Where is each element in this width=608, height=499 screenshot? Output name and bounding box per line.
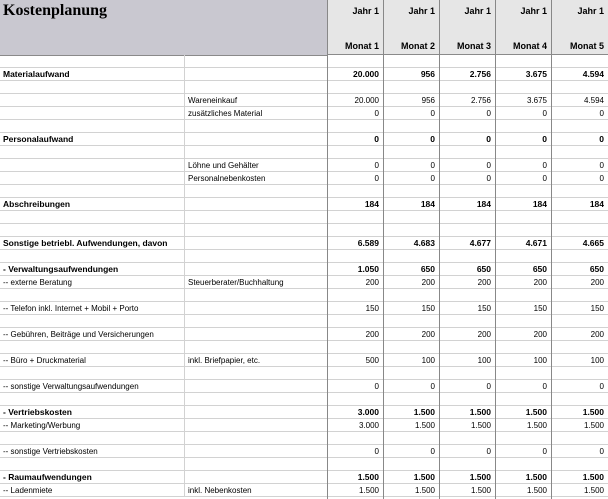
row-label-cell[interactable]: Materialaufwand	[0, 68, 184, 81]
table-row	[0, 406, 608, 419]
table-row	[0, 458, 608, 471]
value-cell-month-5[interactable]: 0	[551, 159, 608, 172]
table-row	[0, 224, 608, 237]
row-label-cell[interactable]	[0, 250, 184, 263]
value-cell-month-1[interactable]: 3.000	[327, 419, 383, 432]
value-cell-month-5[interactable]	[551, 250, 608, 263]
row-label-cell[interactable]	[0, 120, 184, 133]
value-cell-month-4[interactable]	[495, 81, 551, 94]
value-cell-month-2[interactable]	[383, 367, 439, 380]
value-cell-month-2[interactable]: 0	[383, 107, 439, 120]
value-cell-month-3[interactable]: 200	[439, 328, 495, 341]
value-cell-month-5[interactable]: 1.500	[551, 406, 608, 419]
value-cell-month-4[interactable]: 150	[495, 302, 551, 315]
table-row	[0, 81, 608, 94]
table-row	[0, 107, 608, 120]
value-cell-month-5[interactable]	[551, 185, 608, 198]
value-cell-month-4[interactable]: 0	[495, 172, 551, 185]
value-cell-month-1[interactable]: 0	[327, 159, 383, 172]
value-cell-month-2[interactable]	[383, 341, 439, 354]
row-label-cell[interactable]	[0, 367, 184, 380]
table-row	[0, 185, 608, 198]
value-cell-month-5[interactable]	[551, 458, 608, 471]
column-month-label: Monat 4	[512, 41, 547, 51]
value-cell-month-4[interactable]: 100	[495, 354, 551, 367]
value-cell-month-1[interactable]	[327, 211, 383, 224]
column-header-5[interactable]	[551, 0, 608, 55]
row-label-cell[interactable]: -- Ladenmiete	[0, 484, 184, 497]
table-row	[0, 484, 608, 497]
value-cell-month-5[interactable]: 200	[551, 328, 608, 341]
value-cell-month-5[interactable]	[551, 81, 608, 94]
value-cell-month-4[interactable]: 1.500	[495, 484, 551, 497]
row-detail-cell[interactable]: Steuerberater/Buchhaltung	[184, 276, 327, 289]
table-row	[0, 120, 608, 133]
value-cell-month-4[interactable]	[495, 55, 551, 68]
value-cell-month-3[interactable]: 0	[439, 445, 495, 458]
value-cell-month-2[interactable]: 150	[383, 302, 439, 315]
value-cell-month-4[interactable]: 0	[495, 133, 551, 146]
table-row	[0, 367, 608, 380]
row-label-cell[interactable]	[0, 224, 184, 237]
column-month-label: Monat 2	[400, 41, 435, 51]
value-cell-month-2[interactable]	[383, 55, 439, 68]
value-cell-month-3[interactable]: 150	[439, 302, 495, 315]
row-detail-cell[interactable]: Löhne und Gehälter	[184, 159, 327, 172]
value-cell-month-2[interactable]	[383, 458, 439, 471]
row-detail-cell[interactable]	[184, 289, 327, 302]
row-label-cell[interactable]: - Raumaufwendungen	[0, 471, 184, 484]
value-cell-month-1[interactable]: 200	[327, 328, 383, 341]
value-cell-month-4[interactable]	[495, 185, 551, 198]
row-detail-cell[interactable]: inkl. Briefpapier, etc.	[184, 354, 327, 367]
value-cell-month-1[interactable]	[327, 120, 383, 133]
value-cell-month-2[interactable]: 956	[383, 68, 439, 81]
value-cell-month-1[interactable]	[327, 146, 383, 159]
table-row	[0, 354, 608, 367]
value-cell-month-5[interactable]	[551, 341, 608, 354]
value-cell-month-3[interactable]: 2.756	[439, 94, 495, 107]
table-row	[0, 393, 608, 406]
table-row	[0, 159, 608, 172]
value-cell-month-4[interactable]	[495, 432, 551, 445]
table-row	[0, 302, 608, 315]
table-row	[0, 328, 608, 341]
value-cell-month-5[interactable]: 0	[551, 172, 608, 185]
value-cell-month-4[interactable]: 1.500	[495, 419, 551, 432]
value-cell-month-4[interactable]: 0	[495, 445, 551, 458]
value-cell-month-4[interactable]: 0	[495, 107, 551, 120]
value-cell-month-4[interactable]	[495, 146, 551, 159]
value-cell-month-2[interactable]: 1.500	[383, 419, 439, 432]
value-cell-month-4[interactable]	[495, 367, 551, 380]
value-cell-month-5[interactable]	[551, 120, 608, 133]
value-cell-month-1[interactable]	[327, 393, 383, 406]
column-divider	[327, 0, 328, 499]
value-cell-month-1[interactable]: 20.000	[327, 68, 383, 81]
value-cell-month-3[interactable]: 0	[439, 107, 495, 120]
value-cell-month-2[interactable]: 0	[383, 445, 439, 458]
value-cell-month-1[interactable]	[327, 458, 383, 471]
row-detail-cell[interactable]	[184, 458, 327, 471]
row-detail-cell[interactable]	[184, 133, 327, 146]
value-cell-month-2[interactable]	[383, 120, 439, 133]
value-cell-month-4[interactable]	[495, 393, 551, 406]
table-row	[0, 211, 608, 224]
table-row	[0, 94, 608, 107]
value-cell-month-4[interactable]: 0	[495, 159, 551, 172]
value-cell-month-5[interactable]: 4.594	[551, 94, 608, 107]
value-cell-month-5[interactable]: 0	[551, 445, 608, 458]
row-detail-cell[interactable]	[184, 55, 327, 68]
row-detail-cell[interactable]	[184, 250, 327, 263]
table-row	[0, 68, 608, 81]
value-cell-month-3[interactable]	[439, 146, 495, 159]
value-cell-month-5[interactable]: 4.665	[551, 237, 608, 250]
table-row	[0, 237, 608, 250]
value-cell-month-3[interactable]	[439, 185, 495, 198]
column-divider	[383, 0, 384, 499]
row-detail-cell[interactable]	[184, 471, 327, 484]
value-cell-month-3[interactable]: 0	[439, 172, 495, 185]
row-label-cell[interactable]: -- Marketing/Werbung	[0, 419, 184, 432]
value-cell-month-2[interactable]: 200	[383, 328, 439, 341]
value-cell-month-5[interactable]: 0	[551, 380, 608, 393]
value-cell-month-1[interactable]: 200	[327, 276, 383, 289]
row-label-cell[interactable]: -- sonstige Vertriebskosten	[0, 445, 184, 458]
value-cell-month-5[interactable]	[551, 432, 608, 445]
value-cell-month-2[interactable]: 200	[383, 276, 439, 289]
value-cell-month-4[interactable]: 200	[495, 328, 551, 341]
value-cell-month-4[interactable]: 4.671	[495, 237, 551, 250]
value-cell-month-3[interactable]	[439, 81, 495, 94]
column-header-3[interactable]	[439, 0, 495, 55]
row-detail-cell[interactable]	[184, 185, 327, 198]
value-cell-month-2[interactable]	[383, 211, 439, 224]
value-cell-month-4[interactable]	[495, 341, 551, 354]
row-label-cell[interactable]	[0, 159, 184, 172]
value-cell-month-4[interactable]	[495, 211, 551, 224]
value-cell-month-3[interactable]	[439, 250, 495, 263]
value-cell-month-3[interactable]: 1.500	[439, 419, 495, 432]
value-cell-month-3[interactable]: 1.500	[439, 471, 495, 484]
value-cell-month-1[interactable]: 0	[327, 172, 383, 185]
column-divider	[551, 0, 552, 499]
row-label-cell[interactable]	[0, 94, 184, 107]
value-cell-month-5[interactable]	[551, 55, 608, 68]
row-label-cell[interactable]	[0, 458, 184, 471]
value-cell-month-2[interactable]	[383, 224, 439, 237]
value-cell-month-3[interactable]: 100	[439, 354, 495, 367]
row-detail-cell[interactable]: Personalnebenkosten	[184, 172, 327, 185]
value-cell-month-2[interactable]: 1.500	[383, 471, 439, 484]
value-cell-month-4[interactable]	[495, 315, 551, 328]
row-detail-cell[interactable]	[184, 263, 327, 276]
value-cell-month-1[interactable]: 0	[327, 107, 383, 120]
row-label-cell[interactable]: Abschreibungen	[0, 198, 184, 211]
column-year-label: Jahr 1	[464, 6, 491, 16]
row-detail-cell[interactable]	[184, 120, 327, 133]
row-label-cell[interactable]	[0, 341, 184, 354]
value-cell-month-3[interactable]: 200	[439, 276, 495, 289]
row-detail-cell[interactable]	[184, 81, 327, 94]
value-cell-month-4[interactable]: 3.675	[495, 94, 551, 107]
column-divider	[495, 0, 496, 499]
table-row	[0, 419, 608, 432]
value-cell-month-1[interactable]	[327, 224, 383, 237]
value-cell-month-3[interactable]	[439, 224, 495, 237]
value-cell-month-5[interactable]: 1.500	[551, 471, 608, 484]
value-cell-month-4[interactable]	[495, 224, 551, 237]
value-cell-month-5[interactable]	[551, 315, 608, 328]
column-divider	[439, 0, 440, 499]
row-label-cell[interactable]: Sonstige betriebl. Aufwendungen, davon	[0, 237, 184, 250]
table-row	[0, 289, 608, 302]
table-row	[0, 341, 608, 354]
row-detail-cell[interactable]	[184, 432, 327, 445]
value-cell-month-1[interactable]	[327, 367, 383, 380]
row-detail-cell[interactable]	[184, 393, 327, 406]
value-cell-month-3[interactable]	[439, 393, 495, 406]
value-cell-month-2[interactable]	[383, 81, 439, 94]
row-detail-cell[interactable]	[184, 146, 327, 159]
value-cell-month-2[interactable]	[383, 393, 439, 406]
value-cell-month-2[interactable]	[383, 146, 439, 159]
row-label-cell[interactable]	[0, 185, 184, 198]
row-label-cell[interactable]	[0, 172, 184, 185]
row-detail-cell[interactable]: zusätzliches Material	[184, 107, 327, 120]
value-cell-month-5[interactable]: 100	[551, 354, 608, 367]
value-cell-month-5[interactable]: 184	[551, 198, 608, 211]
value-cell-month-1[interactable]: 1.500	[327, 484, 383, 497]
row-label-cell[interactable]	[0, 393, 184, 406]
value-cell-month-5[interactable]: 1.500	[551, 484, 608, 497]
table-row	[0, 432, 608, 445]
value-cell-month-3[interactable]: 0	[439, 133, 495, 146]
column-month-label: Monat 3	[456, 41, 491, 51]
value-cell-month-2[interactable]: 0	[383, 159, 439, 172]
row-label-cell[interactable]	[0, 289, 184, 302]
table-row	[0, 172, 608, 185]
value-cell-month-2[interactable]: 1.500	[383, 406, 439, 419]
value-cell-month-5[interactable]	[551, 211, 608, 224]
value-cell-month-2[interactable]	[383, 289, 439, 302]
value-cell-month-1[interactable]: 0	[327, 380, 383, 393]
row-detail-cell[interactable]	[184, 198, 327, 211]
row-detail-cell[interactable]	[184, 419, 327, 432]
row-detail-cell[interactable]	[184, 237, 327, 250]
value-cell-month-5[interactable]: 1.500	[551, 419, 608, 432]
table-row	[0, 198, 608, 211]
table-row	[0, 250, 608, 263]
value-cell-month-4[interactable]	[495, 289, 551, 302]
column-year-label: Jahr 1	[520, 6, 547, 16]
row-label-cell[interactable]: Personalaufwand	[0, 133, 184, 146]
row-label-cell[interactable]: -- Büro + Druckmaterial	[0, 354, 184, 367]
row-detail-cell[interactable]	[184, 68, 327, 81]
value-cell-month-4[interactable]: 184	[495, 198, 551, 211]
row-label-cell[interactable]	[0, 211, 184, 224]
table-row	[0, 55, 608, 68]
row-label-cell[interactable]: -- Telefon inkl. Internet + Mobil + Porto	[0, 302, 184, 315]
value-cell-month-5[interactable]	[551, 224, 608, 237]
value-cell-month-1[interactable]: 3.000	[327, 406, 383, 419]
value-cell-month-1[interactable]	[327, 250, 383, 263]
value-cell-month-4[interactable]: 1.500	[495, 471, 551, 484]
value-cell-month-2[interactable]	[383, 432, 439, 445]
table-row	[0, 133, 608, 146]
table-row	[0, 445, 608, 458]
row-detail-cell[interactable]	[184, 302, 327, 315]
row-detail-cell[interactable]: inkl. Nebenkosten	[184, 484, 327, 497]
value-cell-month-2[interactable]: 1.500	[383, 484, 439, 497]
value-cell-month-1[interactable]: 1.500	[327, 471, 383, 484]
column-year-label: Jahr 1	[577, 6, 604, 16]
row-detail-cell[interactable]	[184, 315, 327, 328]
value-cell-month-3[interactable]: 1.500	[439, 406, 495, 419]
row-label-cell[interactable]: - Verwaltungsaufwendungen	[0, 263, 184, 276]
value-cell-month-2[interactable]	[383, 315, 439, 328]
value-cell-month-1[interactable]: 184	[327, 198, 383, 211]
value-cell-month-1[interactable]	[327, 81, 383, 94]
value-cell-month-1[interactable]	[327, 55, 383, 68]
value-cell-month-3[interactable]: 4.677	[439, 237, 495, 250]
value-cell-month-3[interactable]	[439, 55, 495, 68]
value-cell-month-3[interactable]	[439, 289, 495, 302]
value-cell-month-4[interactable]: 0	[495, 380, 551, 393]
row-detail-cell[interactable]	[184, 211, 327, 224]
value-cell-month-1[interactable]: 150	[327, 302, 383, 315]
table-row	[0, 263, 608, 276]
value-cell-month-2[interactable]: 0	[383, 380, 439, 393]
value-cell-month-3[interactable]	[439, 120, 495, 133]
row-label-cell[interactable]	[0, 432, 184, 445]
value-cell-month-2[interactable]	[383, 250, 439, 263]
row-label-cell[interactable]: -- sonstige Verwaltungsaufwendungen	[0, 380, 184, 393]
value-cell-month-2[interactable]: 956	[383, 94, 439, 107]
row-detail-cell[interactable]	[184, 380, 327, 393]
table-row	[0, 380, 608, 393]
value-cell-month-1[interactable]	[327, 432, 383, 445]
value-cell-month-2[interactable]: 100	[383, 354, 439, 367]
row-label-cell[interactable]	[0, 315, 184, 328]
value-cell-month-3[interactable]: 184	[439, 198, 495, 211]
row-detail-cell[interactable]: Wareneinkauf	[184, 94, 327, 107]
value-cell-month-5[interactable]: 200	[551, 276, 608, 289]
value-cell-month-1[interactable]: 1.050	[327, 263, 383, 276]
value-cell-month-3[interactable]: 0	[439, 159, 495, 172]
row-label-cell[interactable]: -- externe Beratung	[0, 276, 184, 289]
value-cell-month-5[interactable]	[551, 393, 608, 406]
row-label-cell[interactable]	[0, 107, 184, 120]
column-header-4[interactable]	[495, 0, 551, 55]
value-cell-month-5[interactable]	[551, 367, 608, 380]
row-label-cell[interactable]: -- Gebühren, Beiträge und Versicherungen	[0, 328, 184, 341]
row-detail-cell[interactable]	[184, 224, 327, 237]
value-cell-month-4[interactable]	[495, 458, 551, 471]
value-cell-month-4[interactable]	[495, 250, 551, 263]
value-cell-month-5[interactable]: 4.594	[551, 68, 608, 81]
value-cell-month-1[interactable]: 500	[327, 354, 383, 367]
column-header-2[interactable]	[383, 0, 439, 55]
value-cell-month-3[interactable]: 0	[439, 380, 495, 393]
value-cell-month-2[interactable]: 650	[383, 263, 439, 276]
column-month-label: Monat 1	[344, 41, 379, 51]
value-cell-month-3[interactable]	[439, 432, 495, 445]
value-cell-month-5[interactable]: 0	[551, 107, 608, 120]
value-cell-month-4[interactable]: 1.500	[495, 406, 551, 419]
row-label-cell[interactable]	[0, 146, 184, 159]
table-row	[0, 146, 608, 159]
value-cell-month-2[interactable]	[383, 185, 439, 198]
table-row	[0, 276, 608, 289]
row-detail-cell[interactable]	[184, 445, 327, 458]
table-row	[0, 315, 608, 328]
value-cell-month-3[interactable]	[439, 367, 495, 380]
value-cell-month-1[interactable]	[327, 315, 383, 328]
row-detail-cell[interactable]	[184, 341, 327, 354]
value-cell-month-5[interactable]: 0	[551, 133, 608, 146]
column-month-label: Monat 5	[569, 41, 604, 51]
row-label-cell[interactable]	[0, 81, 184, 94]
title-cell[interactable]	[0, 0, 327, 56]
value-cell-month-1[interactable]	[327, 289, 383, 302]
value-cell-month-1[interactable]: 20.000	[327, 94, 383, 107]
row-label-cell[interactable]: - Vertriebskosten	[0, 406, 184, 419]
value-cell-month-2[interactable]: 4.683	[383, 237, 439, 250]
row-detail-cell[interactable]	[184, 328, 327, 341]
value-cell-month-2[interactable]: 184	[383, 198, 439, 211]
value-cell-month-5[interactable]	[551, 146, 608, 159]
column-header-1[interactable]	[327, 0, 383, 55]
value-cell-month-2[interactable]: 0	[383, 172, 439, 185]
row-label-cell[interactable]	[0, 55, 184, 68]
value-cell-month-2[interactable]: 0	[383, 133, 439, 146]
value-cell-month-1[interactable]	[327, 185, 383, 198]
value-cell-month-4[interactable]: 200	[495, 276, 551, 289]
column-year-label: Jahr 1	[352, 6, 379, 16]
value-cell-month-1[interactable]: 0	[327, 445, 383, 458]
value-cell-month-3[interactable]	[439, 315, 495, 328]
value-cell-month-3[interactable]	[439, 458, 495, 471]
value-cell-month-5[interactable]	[551, 289, 608, 302]
value-cell-month-1[interactable]: 6.589	[327, 237, 383, 250]
table-row	[0, 471, 608, 484]
value-cell-month-5[interactable]: 650	[551, 263, 608, 276]
sheet-title: Kostenplanung	[3, 2, 108, 19]
value-cell-month-3[interactable]	[439, 211, 495, 224]
value-cell-month-4[interactable]: 3.675	[495, 68, 551, 81]
value-cell-month-4[interactable]	[495, 120, 551, 133]
value-cell-month-3[interactable]: 2.756	[439, 68, 495, 81]
row-detail-cell[interactable]	[184, 367, 327, 380]
value-cell-month-4[interactable]: 650	[495, 263, 551, 276]
value-cell-month-3[interactable]: 650	[439, 263, 495, 276]
value-cell-month-3[interactable]	[439, 341, 495, 354]
column-year-label: Jahr 1	[408, 6, 435, 16]
value-cell-month-1[interactable]	[327, 341, 383, 354]
value-cell-month-3[interactable]: 1.500	[439, 484, 495, 497]
row-detail-cell[interactable]	[184, 406, 327, 419]
value-cell-month-5[interactable]: 150	[551, 302, 608, 315]
value-cell-month-1[interactable]: 0	[327, 133, 383, 146]
